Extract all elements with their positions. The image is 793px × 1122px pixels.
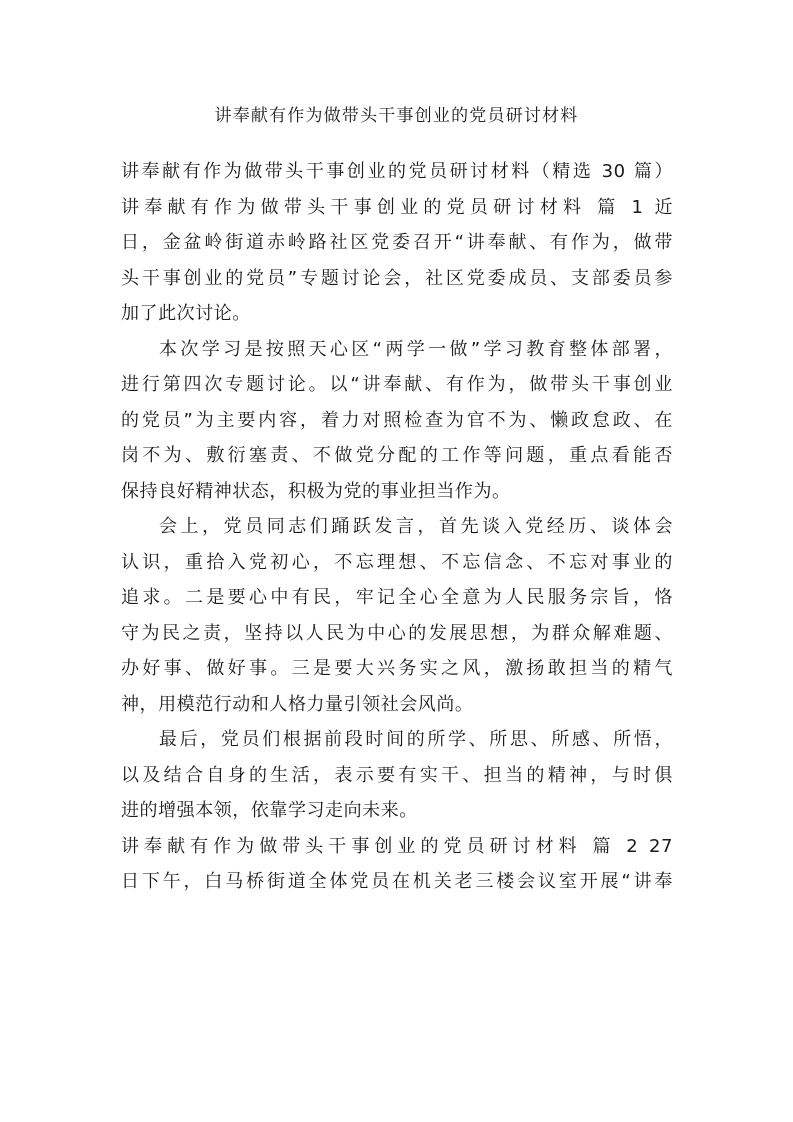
text-line: 本次学习是按照天心区“两学一做”学习教育整体部署， xyxy=(159,338,673,360)
text-line: 认识，重拾入党初心，不忘理想、不忘信念、不忘对事业的 xyxy=(121,551,673,573)
text-line: 讲奉献有作为做带头干事创业的党员研讨材料 篇 1 近 xyxy=(121,196,673,218)
text-line: 进的增强本领，依靠学习走向未来。 xyxy=(121,800,418,821)
text-line: 保持良好精神状态，积极为党的事业担当作为。 xyxy=(121,480,511,502)
text-line: 日，金盆岭街道赤岭路社区党委召开“讲奉献、有作为，做带 xyxy=(121,232,673,253)
text-line: 的党员”为主要内容，着力对照检查为官不为、懒政怠政、在 xyxy=(121,409,673,431)
text-line: 以及结合自身的生活，表示要有实干、担当的精神，与时俱 xyxy=(121,764,673,786)
text-line: 日下午，白马桥街道全体党员在机关老三楼会议室开展“讲奉 xyxy=(121,871,673,892)
text-line: 头干事创业的党员”专题讨论会，社区党委成员、支部委员参 xyxy=(121,267,673,289)
text-line: 进行第四次专题讨论。以“讲奉献、有作为，做带头干事创业 xyxy=(121,374,673,395)
text-line: 岗不为、敷衍塞责、不做党分配的工作等问题，重点看能否 xyxy=(121,445,673,466)
document-title: 讲奉献有作为做带头干事创业的党员研讨材料 xyxy=(214,106,579,126)
text-line: 追求。二是要心中有民，牢记全心全意为人民服务宗旨，恪 xyxy=(121,587,673,608)
text-line: 神，用模范行动和人格力量引领社会风尚。 xyxy=(121,693,474,715)
text-line: 讲奉献有作为做带头干事创业的党员研讨材料（精选 30 篇） xyxy=(121,161,673,182)
document-body xyxy=(121,154,673,900)
text-line: 会上，党员同志们踊跃发言，首先谈入党经历、谈体会 xyxy=(159,516,673,537)
text-line: 最后，党员们根据前段时间的所学、所思、所感、所悟， xyxy=(159,729,673,750)
text-line: 守为民之责，坚持以人民为中心的发展思想，为群众解难题、 xyxy=(121,622,673,644)
text-line: 加了此次讨论。 xyxy=(121,303,251,324)
text-line: 办好事、做好事。三是要大兴务实之风，激扬敢担当的精气 xyxy=(121,658,673,679)
text-line: 讲奉献有作为做带头干事创业的党员研讨材料 篇 2 27 xyxy=(121,835,673,857)
